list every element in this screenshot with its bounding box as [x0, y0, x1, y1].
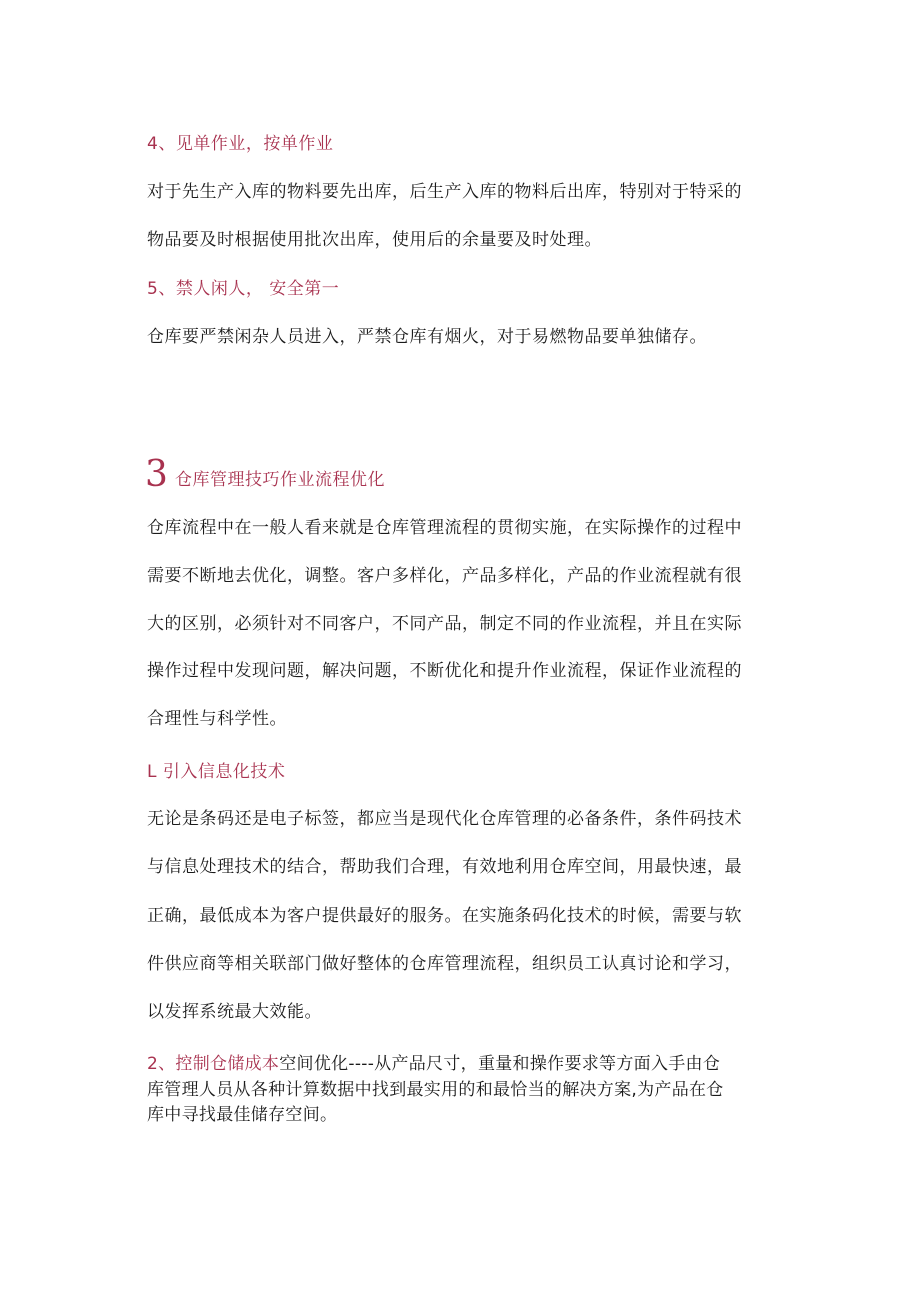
section-5-paragraph-line: 仓库要严禁闲杂人员进入，严禁仓库有烟火，对于易燃物品要单独储存。 — [147, 327, 707, 347]
section-l-paragraph-line: 正确，最低成本为客户提供最好的服务。在实施条码化技术的时候，需要与软 — [147, 906, 742, 926]
section-2-text: 空间优化----从产品尺寸，重量和操作要求等方面入手由仓 — [279, 1054, 721, 1074]
section-5-heading: 5、禁人闲人， 安全第一 — [147, 279, 340, 299]
section-3-paragraph-line: 需要不断地去优化，调整。客户多样化，产品多样化，产品的作业流程就有很 — [147, 566, 742, 586]
section-4-heading: 4、见单作业，按单作业 — [147, 134, 334, 154]
section-3-paragraph-line: 仓库流程中在一般人看来就是仓库管理流程的贯彻实施，在实际操作的过程中 — [147, 518, 742, 538]
section-2-paragraph-line: 库中寻找最佳储存空间。 — [147, 1105, 338, 1125]
section-3-number: 3 — [145, 454, 168, 495]
section-3-paragraph-line: 大的区别，必须针对不同客户，不同产品，制定不同的作业流程，并且在实际 — [147, 614, 742, 634]
section-4-paragraph-line: 对于先生产入库的物料要先出库，后生产入库的物料后出库，特别对于特采的 — [147, 182, 742, 202]
section-3-title: 仓库管理技巧作业流程优化 — [175, 470, 385, 490]
section-3-paragraph-line: 操作过程中发现问题，解决问题，不断优化和提升作业流程，保证作业流程的 — [147, 661, 742, 681]
section-l-heading: L 引入信息化技术 — [147, 762, 286, 782]
section-2-paragraph-line: 库管理人员从各种计算数据中找到最实用的和最恰当的解决方案,为产品在仓 — [147, 1080, 724, 1100]
section-l-paragraph-line: 以发挥系统最大效能。 — [147, 1002, 322, 1022]
section-2-first-line — [147, 1053, 720, 1075]
section-3-paragraph-line: 合理性与科学性。 — [147, 709, 287, 729]
section-l-paragraph-line: 无论是条码还是电子标签，都应当是现代化仓库管理的必备条件，条件码技术 — [147, 809, 742, 829]
section-l-paragraph-line: 与信息处理技术的结合，帮助我们合理，有效地利用仓库空间，用最快速，最 — [147, 857, 742, 877]
section-4-paragraph-line: 物品要及时根据使用批次出库，使用后的余量要及时处理。 — [147, 230, 602, 250]
section-l-paragraph-line: 件供应商等相关联部门做好整体的仓库管理流程，组织员工认真讨论和学习， — [147, 954, 742, 974]
section-2-heading: 2、控制仓储成本 — [147, 1054, 280, 1074]
